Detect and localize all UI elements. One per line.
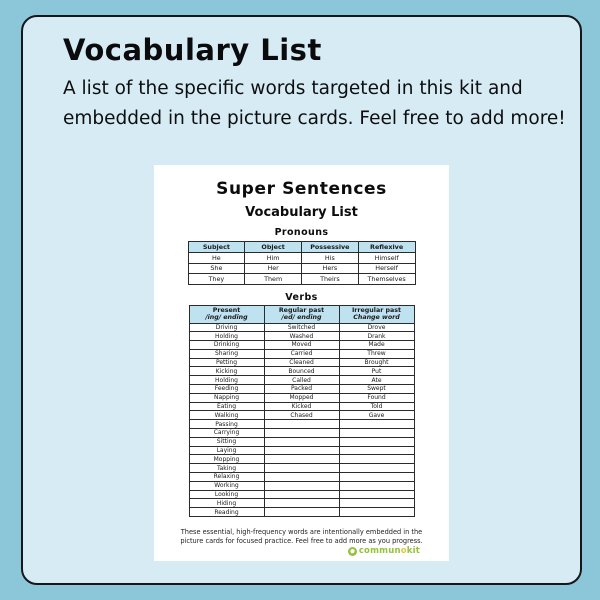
table-cell [339, 481, 414, 490]
communokit-logo-icon [348, 547, 357, 556]
table-row [189, 473, 414, 482]
table-row [189, 402, 414, 411]
column-header-line2: Change word [353, 314, 400, 321]
worksheet-title: Super Sentences [216, 179, 387, 199]
column-header-line1: Present [212, 306, 241, 314]
table-header-row [189, 305, 414, 323]
table-cell [339, 437, 414, 446]
table-cell: Called [264, 376, 339, 385]
table-row [189, 481, 414, 490]
table-cell: Kicked [264, 402, 339, 411]
table-row [189, 349, 414, 358]
worksheet-subtitle: Vocabulary List [245, 205, 358, 220]
column-header: Possessive [302, 242, 359, 253]
table-cell: Herself [358, 263, 415, 274]
table-cell: Mopped [264, 393, 339, 402]
table-cell: Swept [339, 385, 414, 394]
table-row [189, 490, 414, 499]
table-cell: Eating [189, 402, 264, 411]
worksheet-footnote [177, 528, 427, 546]
page-description [63, 74, 566, 134]
table-cell: Threw [339, 349, 414, 358]
table-cell: She [188, 263, 245, 274]
table-cell: He [188, 253, 245, 264]
table-cell [264, 464, 339, 473]
table-cell: Bounced [264, 367, 339, 376]
table-cell [339, 464, 414, 473]
table-cell: Driving [189, 323, 264, 332]
table-cell: Moved [264, 341, 339, 350]
table-cell [264, 490, 339, 499]
table-cell: Holding [189, 332, 264, 341]
table-row [188, 274, 415, 285]
table-cell [339, 499, 414, 508]
table-header-row [188, 242, 415, 253]
column-header: Reflexive [358, 242, 415, 253]
table-row [189, 446, 414, 455]
table-row [189, 508, 414, 517]
table-row [189, 323, 414, 332]
table-cell: Washed [264, 332, 339, 341]
description-line: A list of the specific words targeted in this kit and [63, 78, 523, 99]
column-header-line1: Irregular past [351, 306, 402, 314]
column-header [264, 305, 339, 323]
table-cell: Drinking [189, 341, 264, 350]
table-row [189, 437, 414, 446]
table-row [189, 420, 414, 429]
table-cell [339, 508, 414, 517]
table-cell: Sitting [189, 437, 264, 446]
table-cell [339, 455, 414, 464]
table-row [189, 429, 414, 438]
table-cell: Switched [264, 323, 339, 332]
table-row [189, 499, 414, 508]
brand-text-part3: kit [406, 546, 420, 556]
table-cell: Drove [339, 323, 414, 332]
table-cell [264, 481, 339, 490]
verbs-table [189, 305, 415, 518]
table-cell: Himself [358, 253, 415, 264]
table-cell: Taking [189, 464, 264, 473]
verbs-table-head [189, 305, 414, 323]
table-row [189, 376, 414, 385]
table-cell: Holding [189, 376, 264, 385]
table-cell: Kicking [189, 367, 264, 376]
table-cell [339, 473, 414, 482]
table-cell: They [188, 274, 245, 285]
table-row [189, 332, 414, 341]
pronouns-table [188, 241, 416, 285]
table-cell [264, 508, 339, 517]
table-cell: Them [245, 274, 302, 285]
table-cell: Passing [189, 420, 264, 429]
column-header-line2: /ing/ ending [205, 314, 248, 321]
table-row [189, 393, 414, 402]
table-cell: Him [245, 253, 302, 264]
footnote-line: picture cards for focused practice. Feel free to add more as you progress. [180, 537, 423, 546]
pronouns-table-body [188, 253, 415, 285]
table-cell: Carried [264, 349, 339, 358]
table-row [189, 367, 414, 376]
table-cell: His [302, 253, 359, 264]
column-header [189, 305, 264, 323]
description-line: embedded in the picture cards. Feel free to add more! [63, 108, 566, 129]
table-cell: Relaxing [189, 473, 264, 482]
table-cell [339, 446, 414, 455]
table-cell [264, 455, 339, 464]
table-cell [339, 429, 414, 438]
table-cell: Hers [302, 263, 359, 274]
table-row [189, 385, 414, 394]
column-header: Object [245, 242, 302, 253]
table-cell: Found [339, 393, 414, 402]
table-cell: Chased [264, 411, 339, 420]
verbs-table-body [189, 323, 414, 517]
table-row [189, 411, 414, 420]
table-row [189, 358, 414, 367]
table-cell: Ate [339, 376, 414, 385]
page-title: Vocabulary List [63, 33, 322, 67]
table-cell: Made [339, 341, 414, 350]
worksheet-preview [154, 165, 449, 561]
info-card [21, 15, 582, 585]
table-cell: Laying [189, 446, 264, 455]
table-cell: Themselves [358, 274, 415, 285]
footnote-line: These essential, high-frequency words are intentionally embedded in the [180, 528, 423, 537]
table-cell: Mopping [189, 455, 264, 464]
table-cell: Brought [339, 358, 414, 367]
communokit-logo [348, 546, 420, 556]
table-row [189, 455, 414, 464]
brand-text-part1: commun [358, 546, 401, 556]
table-cell: Packed [264, 385, 339, 394]
table-cell [264, 473, 339, 482]
verbs-heading: Verbs [285, 291, 318, 303]
table-cell: Her [245, 263, 302, 274]
table-cell [339, 420, 414, 429]
column-header [339, 305, 414, 323]
table-cell: Carrying [189, 429, 264, 438]
table-cell [264, 499, 339, 508]
brand-text-part2: o [400, 546, 407, 556]
table-cell: Gave [339, 411, 414, 420]
pronouns-table-head [188, 242, 415, 253]
table-cell: Sharing [189, 349, 264, 358]
table-cell: Hiding [189, 499, 264, 508]
table-cell: Looking [189, 490, 264, 499]
table-row [189, 341, 414, 350]
table-cell [264, 420, 339, 429]
table-cell: Cleaned [264, 358, 339, 367]
table-cell [264, 429, 339, 438]
table-cell [264, 437, 339, 446]
table-cell [339, 490, 414, 499]
table-cell: Working [189, 481, 264, 490]
column-header: Subject [188, 242, 245, 253]
brand-text [359, 546, 420, 556]
table-cell: Feeding [189, 385, 264, 394]
table-row [188, 263, 415, 274]
table-cell: Reading [189, 508, 264, 517]
column-header-line1: Regular past [278, 306, 325, 314]
table-row [189, 464, 414, 473]
column-header-line2: /ed/ ending [281, 314, 322, 321]
pronouns-heading: Pronouns [274, 227, 329, 238]
table-row [188, 253, 415, 264]
table-cell: Put [339, 367, 414, 376]
table-cell: Told [339, 402, 414, 411]
table-cell: Theirs [302, 274, 359, 285]
table-cell: Drank [339, 332, 414, 341]
table-cell: Walking [189, 411, 264, 420]
table-cell: Petting [189, 358, 264, 367]
table-cell [264, 446, 339, 455]
table-cell: Napping [189, 393, 264, 402]
